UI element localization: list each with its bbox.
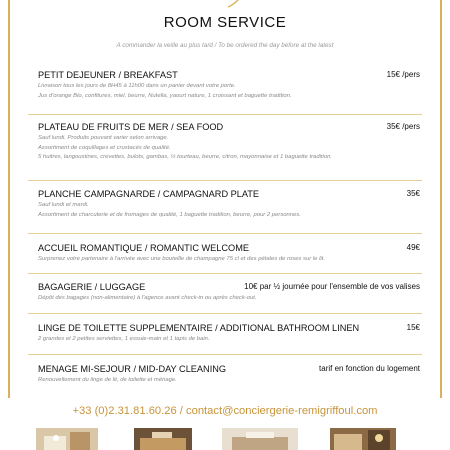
item-name: MENAGE MI-SEJOUR / MID-DAY CLEANING [38,364,227,374]
service-item-sea-food [38,122,420,163]
section-divider [28,233,422,234]
item-description: Assortiment de charcuterie et de fromages de qualité, 1 baguette tradition, beurre, pour 2 personnes. [38,211,301,218]
service-item-mid-day-cleaning [38,364,420,386]
logo-swoosh-icon [227,0,239,8]
room-photo-4 [330,428,396,450]
item-name: PLATEAU DE FRUITS DE MER / SEA FOOD [38,122,224,132]
item-name: LINGE DE TOILETTE SUPPLEMENTAIRE / ADDITIONAL BATHROOM LINEN [38,323,360,333]
room-photo-1 [36,428,98,450]
gold-frame-left [8,0,10,398]
section-divider [28,354,422,355]
service-item-romantic-welcome [38,243,420,265]
section-divider [28,313,422,314]
service-item-luggage [38,282,420,304]
item-name: PLANCHE CAMPAGNARDE / CAMPAGNARD PLATE [38,189,260,199]
item-description: Livraison tous les jours de 8H45 à 11h00 dans un panier devant votre porte. [38,83,236,89]
item-description: Sauf lundi et mardi. [38,202,89,208]
section-divider [28,273,422,274]
service-item-bathroom-linen [38,323,420,345]
item-price: 10€ par ½ journée pour l'ensemble de vos valises [244,282,420,291]
section-divider [28,114,422,115]
contact-line[interactable]: +33 (0)2.31.81.60.26 / contact@conciergerie-remigriffoul.com [72,405,378,417]
item-description: Renouvellement du linge de lit, de toilette et ménage. [38,377,177,383]
item-price: 15€ /pers [386,70,420,79]
item-description: 5 huitres, langoustines, crevettes, bulots, gambas, ½ tourteau, beurre, citron, mayonnaise et 1 baguette tradition. [38,154,333,160]
gold-frame-right [440,0,442,398]
item-price: 35€ /pers [386,122,420,131]
item-price: 49€ [406,243,420,252]
item-description: Assortiment de coquillages et crustacés de qualité. [38,144,171,151]
service-item-breakfast [38,70,420,101]
item-description: Surprenez votre partenaire à l'arrivée avec une bouteille de champagne 75 cl et des pétales de roses sur le lit. [38,256,325,262]
service-item-campagnard-plate [38,189,420,220]
item-description: Dépôt des bagages (non-alimentaire) à l'agence avant check-in ou après check-out. [38,295,257,301]
item-name: ACCUEIL ROMANTIQUE / ROMANTIC WELCOME [38,243,249,253]
room-photo-3 [222,428,298,450]
item-description: Sauf lundi. Produits pouvant varier selon arrivage. [38,135,169,141]
photo-strip [0,428,450,450]
item-price: tarif en fonction du logement [319,364,420,373]
item-name: BAGAGERIE / LUGGAGE [38,282,146,292]
item-price: 15€ [406,323,420,332]
item-description: Jus d'orange Bio, confitures, miel, beurre, Nutella, yaourt nature, 1 croissant et baguette tradition. [38,92,292,99]
item-price: 35€ [406,189,420,198]
room-photo-2 [134,428,192,450]
item-name: PETIT DEJEUNER / BREAKFAST [38,70,178,80]
page-title: ROOM SERVICE [163,14,287,31]
item-description: 2 grandes et 2 petites serviettes, 1 essuie-main et 1 tapis de bain. [38,336,210,342]
page-subtitle: A commander la veille au plus tard / To be ordered the day before at the latest [116,42,334,49]
section-divider [28,180,422,181]
